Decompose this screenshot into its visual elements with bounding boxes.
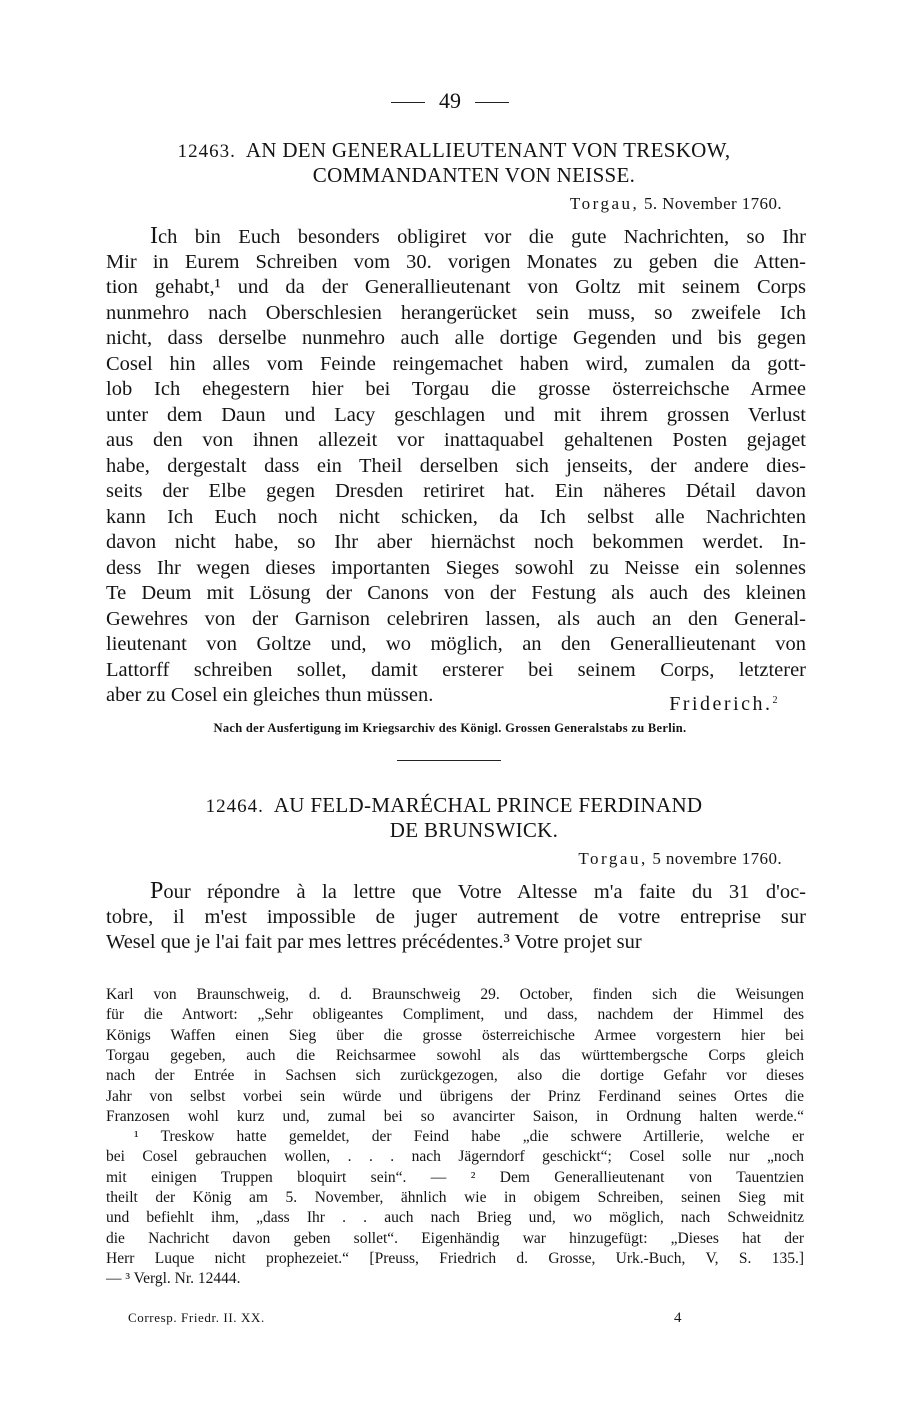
letter-1-text-line — [106, 454, 806, 480]
footnote-line-text: mit einigen Truppen bloquirt sein“. — ² Dem Generallieutenant von Tauentzien — [106, 1168, 804, 1186]
letter-1-dateline — [570, 194, 782, 214]
letter-1-text-line — [106, 607, 806, 633]
letter-2-text-initial: P — [150, 878, 164, 904]
footnote-line — [106, 1269, 804, 1289]
footnote-line — [106, 985, 804, 1005]
footnote-line-text: bei Cosel gebrauchen wollen, . . . nach Jägerndorf geschickt“; Cosel solle nur „noch — [106, 1148, 804, 1166]
letter-1-text-line — [106, 428, 806, 454]
letter-1-text-line-text: lieutenant von Goltze und, wo möglich, an den Generallieutenant von — [106, 633, 806, 655]
footnote-line — [106, 1147, 804, 1167]
letter-1-title-line-1 — [104, 138, 804, 164]
letter-2-dateline — [578, 849, 782, 869]
footnote-line-text: Königs Waffen einen Sieg über die grosse österreichische Armee vorgestern hier bei — [106, 1026, 804, 1044]
footnote-line-text: die Nachricht davon geben sollet“. Eigenhändig war hinzugefügt: „Dieses hat der — [106, 1229, 804, 1247]
footnote-line — [106, 1188, 804, 1208]
letter-1-text-line-text: davon nicht habe, so Ihr aber hiernächst noch bekommen werdet. In- — [106, 531, 806, 553]
letter-1-signature-text: Friderich. — [669, 693, 773, 715]
letter-1-text-line — [106, 224, 806, 250]
footnote-line — [106, 1087, 804, 1107]
letter-1-text-line — [106, 275, 806, 301]
letter-1-date: 5. November 1760. — [643, 194, 782, 213]
letter-1-number: 12463. — [177, 141, 236, 162]
letter-1-text-line — [106, 479, 806, 505]
letter-1-text-line — [106, 505, 806, 531]
letter-1-text-line-text: ch bin Euch besonders obligiret vor die gute Nachrichten, so Ihr — [158, 226, 806, 248]
page-number-dash-right — [475, 102, 509, 103]
letter-1-text-line — [106, 301, 806, 327]
letter-1-text-line — [106, 658, 806, 684]
letter-1-text-line-text: dess Ihr wegen dieses importanten Sieges sowohl zu Neisse ein solennes — [106, 556, 806, 579]
letter-2-text-line-text: tobre, il m'est impossible de juger autrement de votre entreprise sur — [106, 905, 806, 928]
letter-1-source-note: Nach der Ausfertigung im Kriegsarchiv des Königl. Grossen Generalstabs zu Berlin. — [213, 721, 687, 735]
letter-1-signature-mark: 2 — [772, 695, 780, 706]
footnote-line-text: — ³ Vergl. Nr. 12444. — [106, 1270, 241, 1288]
footnote-line-text: nach der Entrée in Sachsen sich zurückgezogen, also die dortige Gefahr vor dieses — [106, 1067, 804, 1085]
footnote-line-text: Karl von Braunschweig, d. d. Braunschweig 29. October, finden sich die Weisungen — [106, 986, 804, 1003]
footnote-line — [106, 1229, 804, 1249]
footnote-line-text: ¹ Treskow hatte gemeldet, der Feind habe „die schwere Artillerie, welche er — [134, 1128, 804, 1146]
letter-2-text-line-text: our répondre à la lettre que Votre Altesse m'a faite du 31 d'oc- — [163, 881, 806, 903]
footnote-line — [106, 1249, 804, 1269]
letter-1-text-line — [106, 530, 806, 556]
letter-2-text-line — [106, 879, 806, 905]
letter-1-text-line-text: Mir in Eurem Schreiben vom 30. vorigen Monates zu geben die Atten- — [106, 250, 806, 273]
letter-2-title-line-2: DE BRUNSWICK. — [389, 818, 559, 842]
page-number-header — [0, 88, 900, 114]
footnote-line-text: für die Antwort: „Sehr obligeantes Compliment, und dass, nachdem der Himmel des — [106, 1006, 804, 1024]
page-number: 49 — [439, 88, 461, 113]
letter-1-text-initial: I — [150, 223, 158, 249]
footnote-line — [106, 1005, 804, 1025]
letter-1-text-line-text: nunmehro nach Oberschlesien herangerücket sein muss, so zweifele Ich — [106, 301, 806, 324]
letter-1-text-line-text: tion gehabt,¹ und da der Generallieutenant von Goltz mit seinem Corps — [106, 276, 806, 298]
letter-1-text-line-text: Te Deum mit Lösung der Canons von der Festung als auch des kleinen — [106, 582, 806, 604]
footnote-line — [106, 1208, 804, 1228]
letter-1-signature — [669, 693, 780, 716]
letter-1-text-line-text: Lattorff schreiben sollet, damit ersterer bei seinem Corps, letzterer — [106, 658, 806, 681]
letter-1-text-line — [106, 377, 806, 403]
letter-2-text-line-text: Wesel que je l'ai fait par mes lettres précédentes.³ Votre projet sur — [106, 931, 642, 953]
letter-2-date-place: Torgau, — [578, 849, 648, 868]
footnote-line-text: Franzosen wohl kurz und, zumal bei so avancirter Saison, in Ordnung halten werde.“ — [106, 1107, 804, 1125]
letter-1-text-line-text: habe, dergestalt dass ein Theil derselben sich jenseits, der andere dies- — [106, 454, 806, 477]
letter-1-text-line — [106, 632, 806, 658]
letter-1-text-line — [106, 403, 806, 429]
footnote-line — [106, 1127, 804, 1147]
letter-2-text-line — [106, 930, 806, 956]
letter-1-text-line-text: lob Ich ehegestern hier bei Torgau die grosse österreichsche Armee — [106, 378, 806, 400]
letter-1-date-place: Torgau, — [569, 194, 640, 213]
footnote-line-text: Herr Luque nicht prophezeiet.“ [Preuss, Friedrich d. Grosse, Urk.-Buch, V, S. 135.] — [106, 1249, 804, 1267]
collection-reference: Corresp. Friedr. II. XX. — [128, 1310, 265, 1325]
letter-2-number: 12464. — [205, 796, 264, 817]
footnote-line — [106, 1026, 804, 1046]
letter-1-text-line — [106, 250, 806, 276]
signature-number: 4 — [674, 1310, 683, 1326]
letter-1-text-line-text: aus den von ihnen allezeit vor inattaquabel gehaltenen Posten gejaget — [106, 429, 806, 451]
letter-2-text-line — [106, 905, 806, 931]
footnote-line — [106, 1107, 804, 1127]
footnote-line-text: und befiehlt ihm, „dass Ihr . . auch nach Brieg und, wo möglich, nach Schweidnitz — [106, 1209, 804, 1227]
letter-1-text-line-text: seits der Elbe gegen Dresden retiriret hat. Ein näheres Détail davon — [106, 480, 806, 502]
letter-1-text-line-text: Gewehres von der Garnison celebriren lassen, als auch an den General- — [106, 607, 806, 630]
letter-1-text-line-text: nicht, dass derselbe nunmehro auch alle dortige Gegenden und bis gegen — [106, 327, 806, 349]
letter-2-title-text-1: AU FELD-MARÉCHAL PRINCE FERDINAND — [273, 793, 703, 817]
letter-1-text-line-text: unter dem Daun und Lacy geschlagen und mit ihrem grossen Verlust — [106, 403, 806, 426]
letter-1-title-text-1: AN DEN GENERALLIEUTENANT VON TRESKOW, — [245, 138, 731, 162]
footnote-line — [106, 1046, 804, 1066]
letter-2-date: 5 novembre 1760. — [652, 849, 782, 868]
footnote-line — [106, 1066, 804, 1086]
footnote-line-text: Torgau gegeben, auch die Reichsarmee sowohl als das württembergsche Corps gleich — [106, 1046, 804, 1064]
footnote-line-text: Jahr von selbst vorbei sein würde und übrigens der Prinz Ferdinand seines Ortes die — [106, 1087, 804, 1105]
section-divider — [397, 760, 501, 761]
letter-2-title-line-1 — [104, 793, 804, 819]
letter-1-text-line — [106, 556, 806, 582]
footnote-line — [106, 1168, 804, 1188]
letter-1-title-line-2: COMMANDANTEN VON NEISSE. — [312, 163, 636, 187]
letter-1-text-line — [106, 326, 806, 352]
letter-1-text-line — [106, 581, 806, 607]
letter-1-text-line-text: Cosel hin alles vom Feinde reingemachet haben wird, zumalen da gott- — [106, 352, 806, 375]
letter-1-text-line-text: aber zu Cosel ein gleiches thun müssen. — [106, 684, 434, 706]
letter-1-text-line-text: kann Ich Euch noch nicht schicken, da Ich selbst alle Nachrichten — [106, 505, 806, 528]
footnote-line-text: theilt der König am 5. November, ähnlich wie in obigem Schreiben, seinen Sieg mit — [106, 1189, 804, 1206]
letter-1-text-line — [106, 352, 806, 378]
page-number-dash-left — [391, 102, 425, 103]
